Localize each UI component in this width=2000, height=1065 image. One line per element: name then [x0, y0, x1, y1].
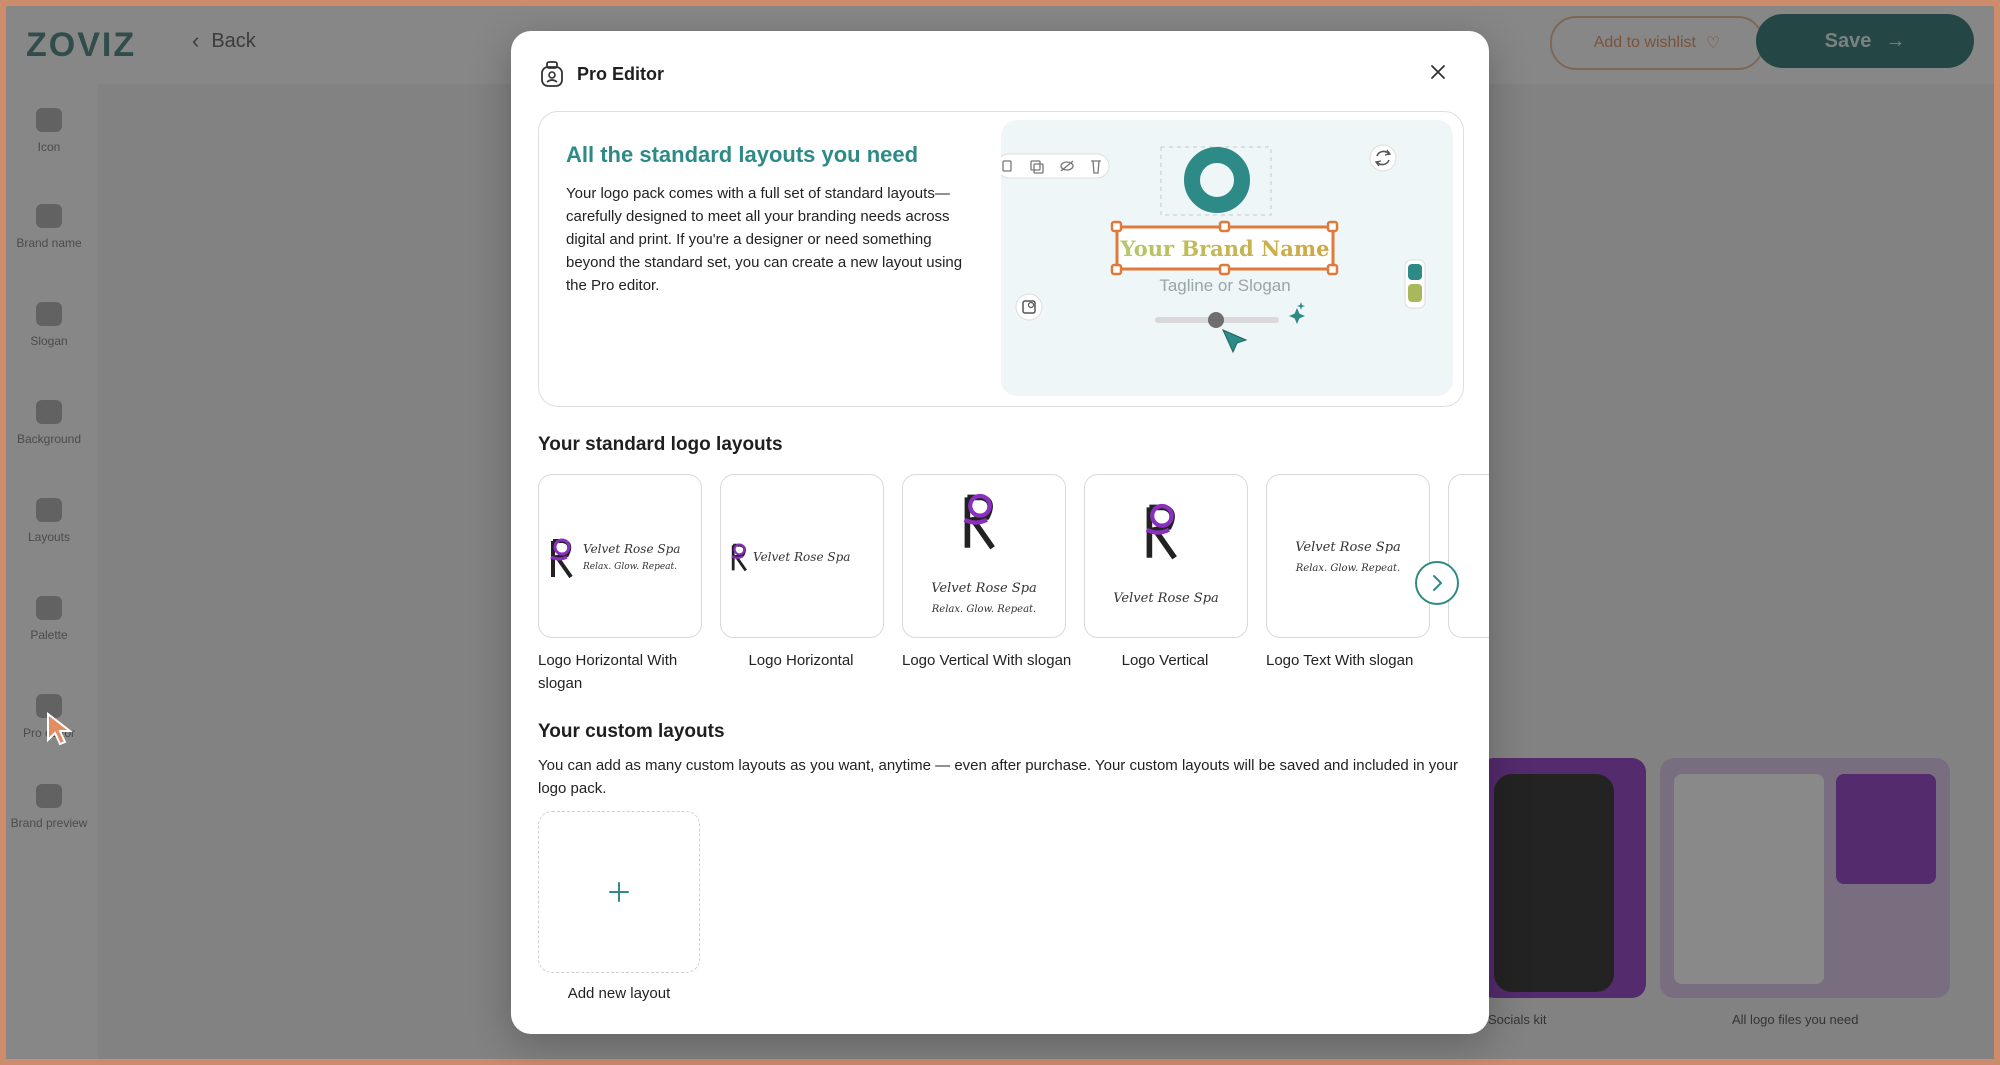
logo-text-slogan-preview — [1267, 475, 1429, 637]
carousel-next-button[interactable] — [1415, 561, 1459, 605]
layout-card-vertical-slogan[interactable] — [902, 474, 1066, 638]
modal-header — [539, 57, 664, 91]
logo-horizontal-preview — [721, 475, 883, 637]
mouse-cursor-icon — [46, 712, 76, 746]
custom-layouts-title: Your custom layouts — [538, 721, 725, 742]
plus-icon — [607, 880, 631, 904]
modal-title: Pro Editor — [577, 63, 665, 84]
layout-card-horizontal[interactable] — [720, 474, 884, 638]
pro-editor-illustration — [1001, 120, 1453, 396]
hero-description: Your logo pack comes with a full set of standard layouts—carefully designed to meet all your branding needs across digital and print. If you're a designer or need something beyond the standard set, you can create a new layout using the Pro editor. — [566, 185, 963, 294]
illustration-tagline: Tagline or Slogan — [1159, 276, 1291, 295]
illustration-canvas — [1001, 120, 1453, 396]
standard-layouts-title: Your standard logo layouts — [538, 434, 783, 455]
logo-slogan-text: Relax. Glow. Repeat. — [583, 562, 678, 572]
pro-editor-icon — [539, 60, 565, 88]
layout-label-text-slogan: Logo Text With slogan — [1266, 652, 1414, 669]
chevron-right-icon — [1430, 574, 1444, 592]
layout-label-vertical: Logo Vertical — [1121, 652, 1209, 669]
close-icon — [1429, 63, 1447, 81]
layout-label-vertical-slogan: Logo Vertical With slogan — [902, 652, 1072, 669]
logo-slogan-text: Relax. Glow. Repeat. — [1295, 563, 1401, 574]
logo-name-text: Velvet Rose Spa — [931, 581, 1037, 596]
logo-vertical-slogan-preview — [903, 475, 1065, 637]
illustration-brand-name: Your Brand Name — [1120, 236, 1330, 261]
layout-label-horizontal: Logo Horizontal — [748, 652, 854, 669]
layout-label-horizontal-slogan: Logo Horizontal With slogan — [538, 652, 678, 692]
custom-layouts-description: You can add as many custom layouts as you want, anytime — even after purchase. Your custom layouts will be saved and included in your logo pack. — [538, 757, 1458, 797]
hero-card — [538, 111, 1464, 407]
layout-card-vertical[interactable] — [1084, 474, 1248, 638]
layout-card-horizontal-slogan[interactable] — [538, 474, 702, 638]
layout-card-text-slogan[interactable] — [1266, 474, 1430, 638]
add-new-layout-button[interactable] — [538, 811, 700, 973]
logo-slogan-text: Relax. Glow. Repeat. — [931, 604, 1037, 615]
logo-horizontal-slogan-preview — [539, 475, 701, 637]
close-button[interactable] — [1423, 57, 1453, 87]
logo-name-text: Velvet Rose Spa — [583, 542, 681, 556]
hero-title: All the standard layouts you need — [566, 142, 919, 167]
logo-vertical-preview — [1085, 475, 1247, 637]
logo-name-text: Velvet Rose Spa — [1113, 591, 1219, 606]
add-new-layout-label: Add new layout — [567, 985, 671, 1002]
layout-card-partial[interactable] — [1448, 474, 1489, 638]
logo-name-text: Velvet Rose Spa — [753, 550, 851, 564]
pro-editor-modal — [511, 31, 1489, 1034]
logo-name-text: Velvet Rose Spa — [1295, 540, 1401, 555]
